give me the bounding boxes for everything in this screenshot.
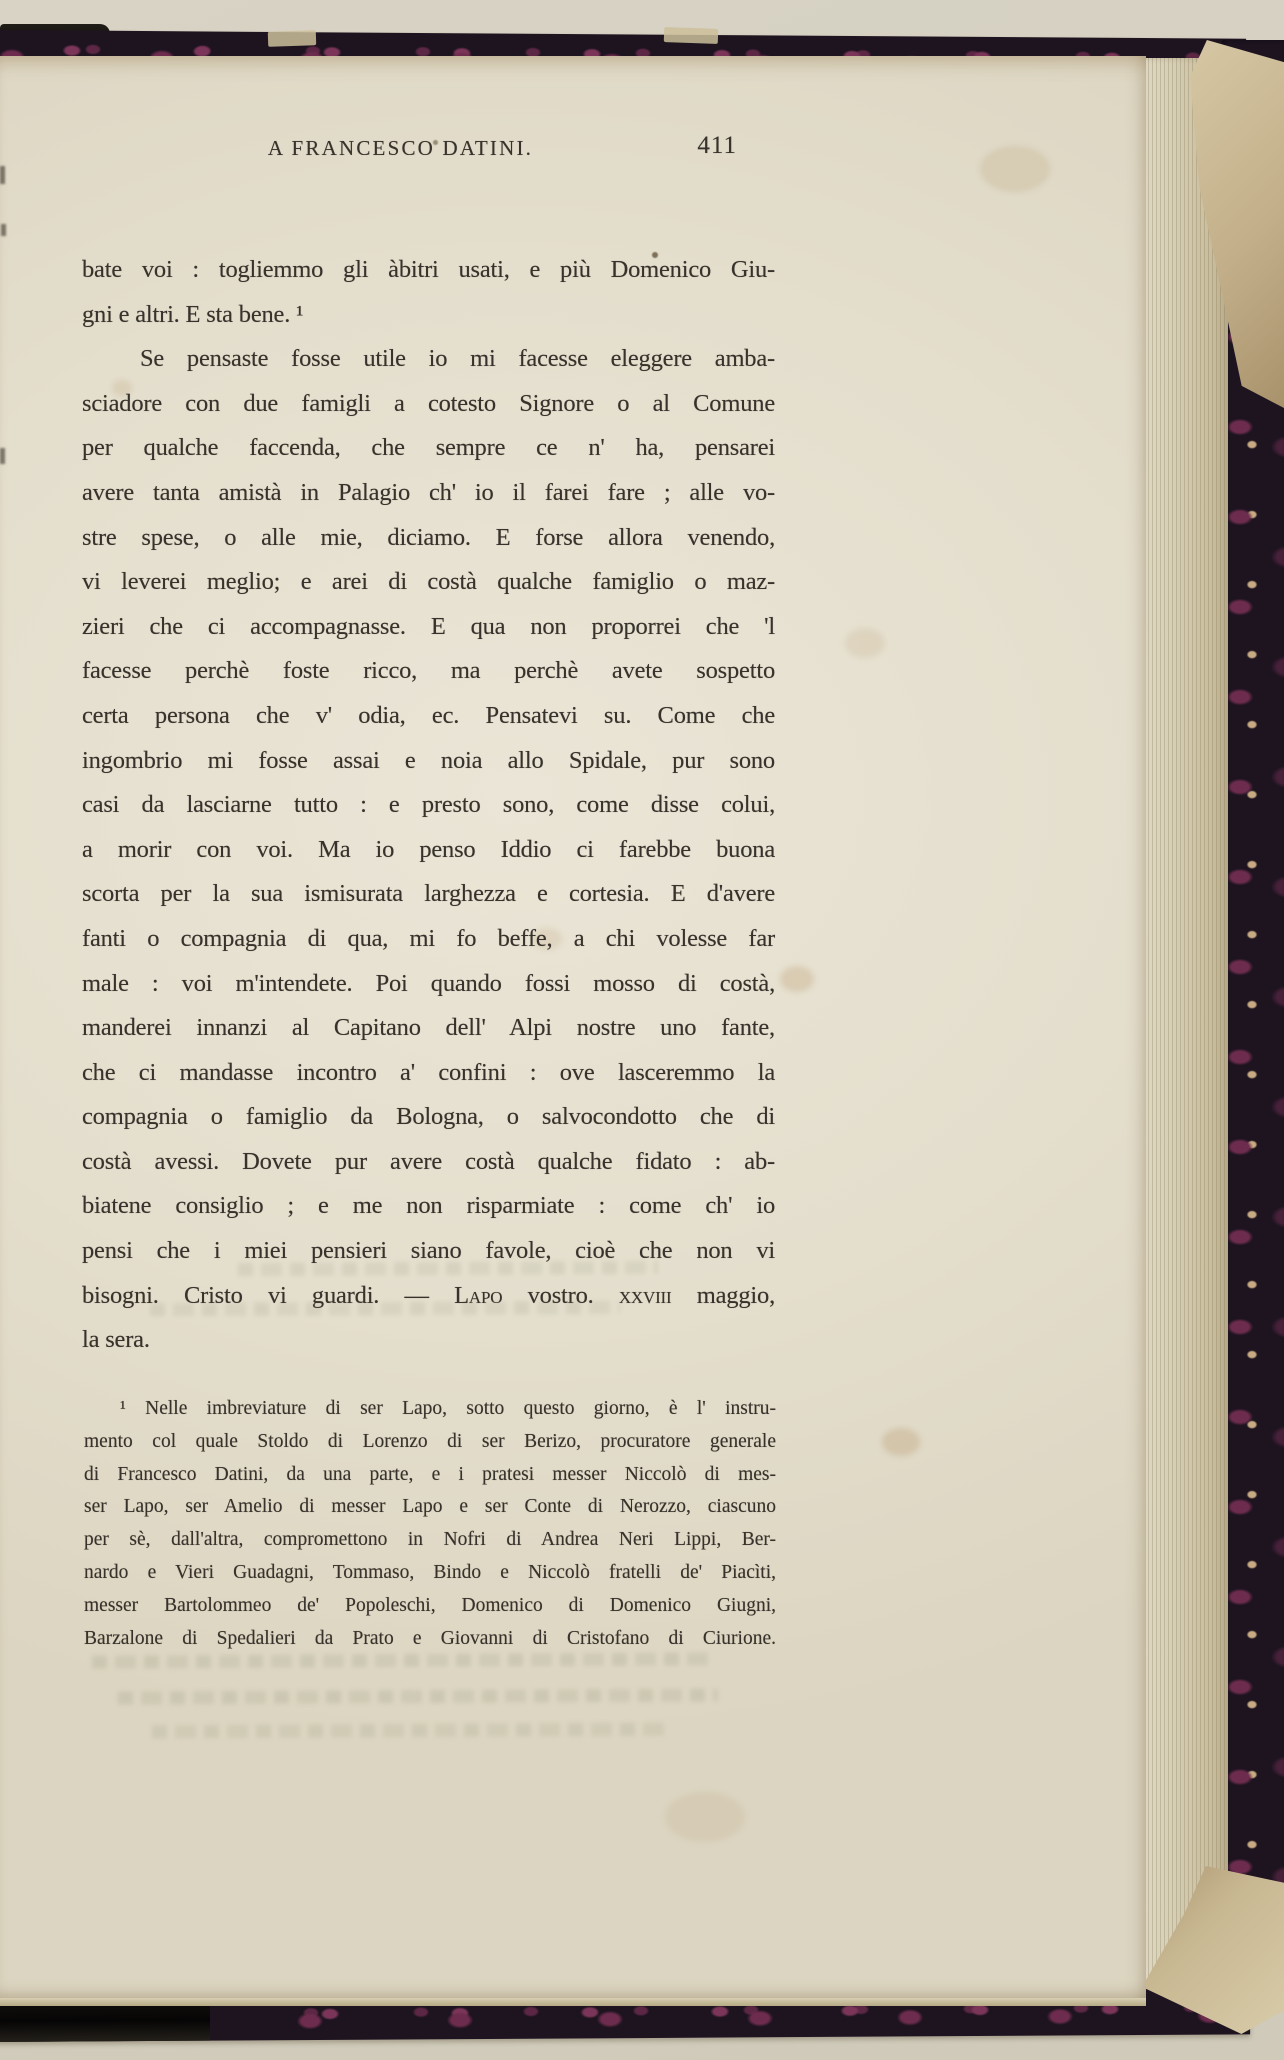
text-line: sciadore con due famigli a cotesto Signore o al Comune	[82, 389, 775, 417]
text-segment: xxviii	[618, 1281, 672, 1309]
text-line: facesse perchè foste ricco, ma perchè avete sospetto	[82, 657, 775, 685]
page-number: 411	[697, 132, 737, 159]
text-line: di Francesco Datini, da una parte, e i pratesi messer Niccolò di mes-	[84, 1463, 776, 1485]
bleed-through-text	[238, 1261, 658, 1276]
tape-fragment	[268, 30, 316, 47]
text-line: Barzalone di Spedalieri da Prato e Giovanni di Cristofano di Ciurione.	[84, 1627, 776, 1649]
text-line: bate voi : togliemmo gli àbitri usati, e più Domenico Giu-	[82, 256, 775, 283]
foxing-spot	[882, 1428, 920, 1456]
foxing-spot	[665, 1792, 745, 1842]
text-line: male : voi m'intendete. Poi quando fossi mosso di costà,	[82, 969, 775, 997]
text-line: a morir con voi. Ma io penso Iddio ci farebbe buona	[82, 835, 775, 863]
edge-speck	[0, 166, 5, 184]
tape-fragment	[664, 27, 718, 44]
text-segment: maggio,	[671, 1281, 775, 1309]
text-line: pensi che i miei pensieri siano favole, cioè che non vi	[82, 1237, 775, 1265]
text-line: Se pensaste fosse utile io mi facesse eleggere amba-	[140, 345, 775, 373]
text-line: la sera.	[82, 1326, 150, 1354]
foxing-spot	[780, 966, 814, 992]
text-line: ser Lapo, ser Amelio di messer Lapo e ser Conte di Nerozzo, ciascuno	[84, 1496, 776, 1518]
book-page	[0, 56, 1146, 1998]
edge-speck	[1, 224, 6, 236]
text-line: che ci mandasse incontro a' confini : ove lasceremmo la	[82, 1058, 775, 1086]
bleed-through-text	[150, 1301, 620, 1316]
bleed-through-text	[152, 1723, 672, 1739]
foxing-spot	[980, 146, 1050, 192]
text-line: compagnia o famiglio da Bologna, o salvocondotto che di	[82, 1103, 775, 1131]
letter-body	[82, 248, 775, 1363]
text-line: avere tanta amistà in Palagio ch' io il farei fare ; alle vo-	[82, 478, 775, 506]
edge-speck	[0, 448, 5, 464]
text-line: fanti o compagnia di qua, mi fo beffe, a chi volesse far	[82, 924, 775, 952]
text-line: ingombrio mi fosse assai e noia allo Spidale, pur sono	[82, 746, 775, 774]
page-fore-edge	[1136, 58, 1228, 1990]
text-line: casi da lasciarne tutto : e presto sono, come disse colui,	[82, 791, 775, 819]
text-line: messer Bartolommeo de' Popoleschi, Domenico di Domenico Giugni,	[84, 1594, 776, 1616]
text-line: ¹ Nelle imbreviature di ser Lapo, sotto questo giorno, è l' instru-	[120, 1398, 776, 1419]
text-segment: vostro.	[502, 1281, 619, 1309]
text-line: certa persona che v' odia, ec. Pensatevi su. Come che	[82, 701, 775, 729]
text-line: vi leverei meglio; e arei di costà qualche famiglio o maz-	[82, 568, 775, 596]
page-header	[82, 132, 775, 170]
text-line: mento col quale Stoldo di Lorenzo di ser Berizo, procuratore generale	[84, 1430, 776, 1452]
bleed-through-text	[118, 1688, 718, 1704]
footnote	[84, 1393, 776, 1655]
text-segment: bisogni. Cristo vi guardi. —	[82, 1281, 455, 1309]
text-line: scorta per la sua ismisurata larghezza e cortesia. E d'avere	[82, 880, 775, 908]
running-title: A FRANCESCO DATINI.	[267, 136, 534, 160]
text-line: biatene consiglio ; e me non risparmiate : come ch' io	[82, 1192, 775, 1220]
text-line: nardo e Vieri Guadagni, Tommaso, Bindo e Niccolò fratelli de' Piacìti,	[84, 1561, 776, 1583]
text-line: per sè, dall'altra, compromettono in Nofri di Andrea Neri Lippi, Ber-	[84, 1529, 776, 1551]
text-line: zieri che ci accompagnasse. E qua non proporrei che 'l	[82, 612, 775, 640]
text-line: manderei innanzi al Capitano dell' Alpi nostre uno fante,	[82, 1014, 775, 1042]
text-line: costà avessi. Dovete pur avere costà qualche fidato : ab-	[82, 1147, 775, 1175]
foxing-spot	[845, 628, 885, 658]
text-line: per qualche faccenda, che sempre ce n' ha, pensarei	[82, 434, 775, 462]
bleed-through-text	[92, 1652, 712, 1668]
text-line: stre spese, o alle mie, diciamo. E forse allora venendo,	[82, 523, 775, 551]
text-segment: Lapo	[454, 1281, 503, 1309]
text-line: gni e altri. E sta bene. ¹	[82, 300, 304, 328]
